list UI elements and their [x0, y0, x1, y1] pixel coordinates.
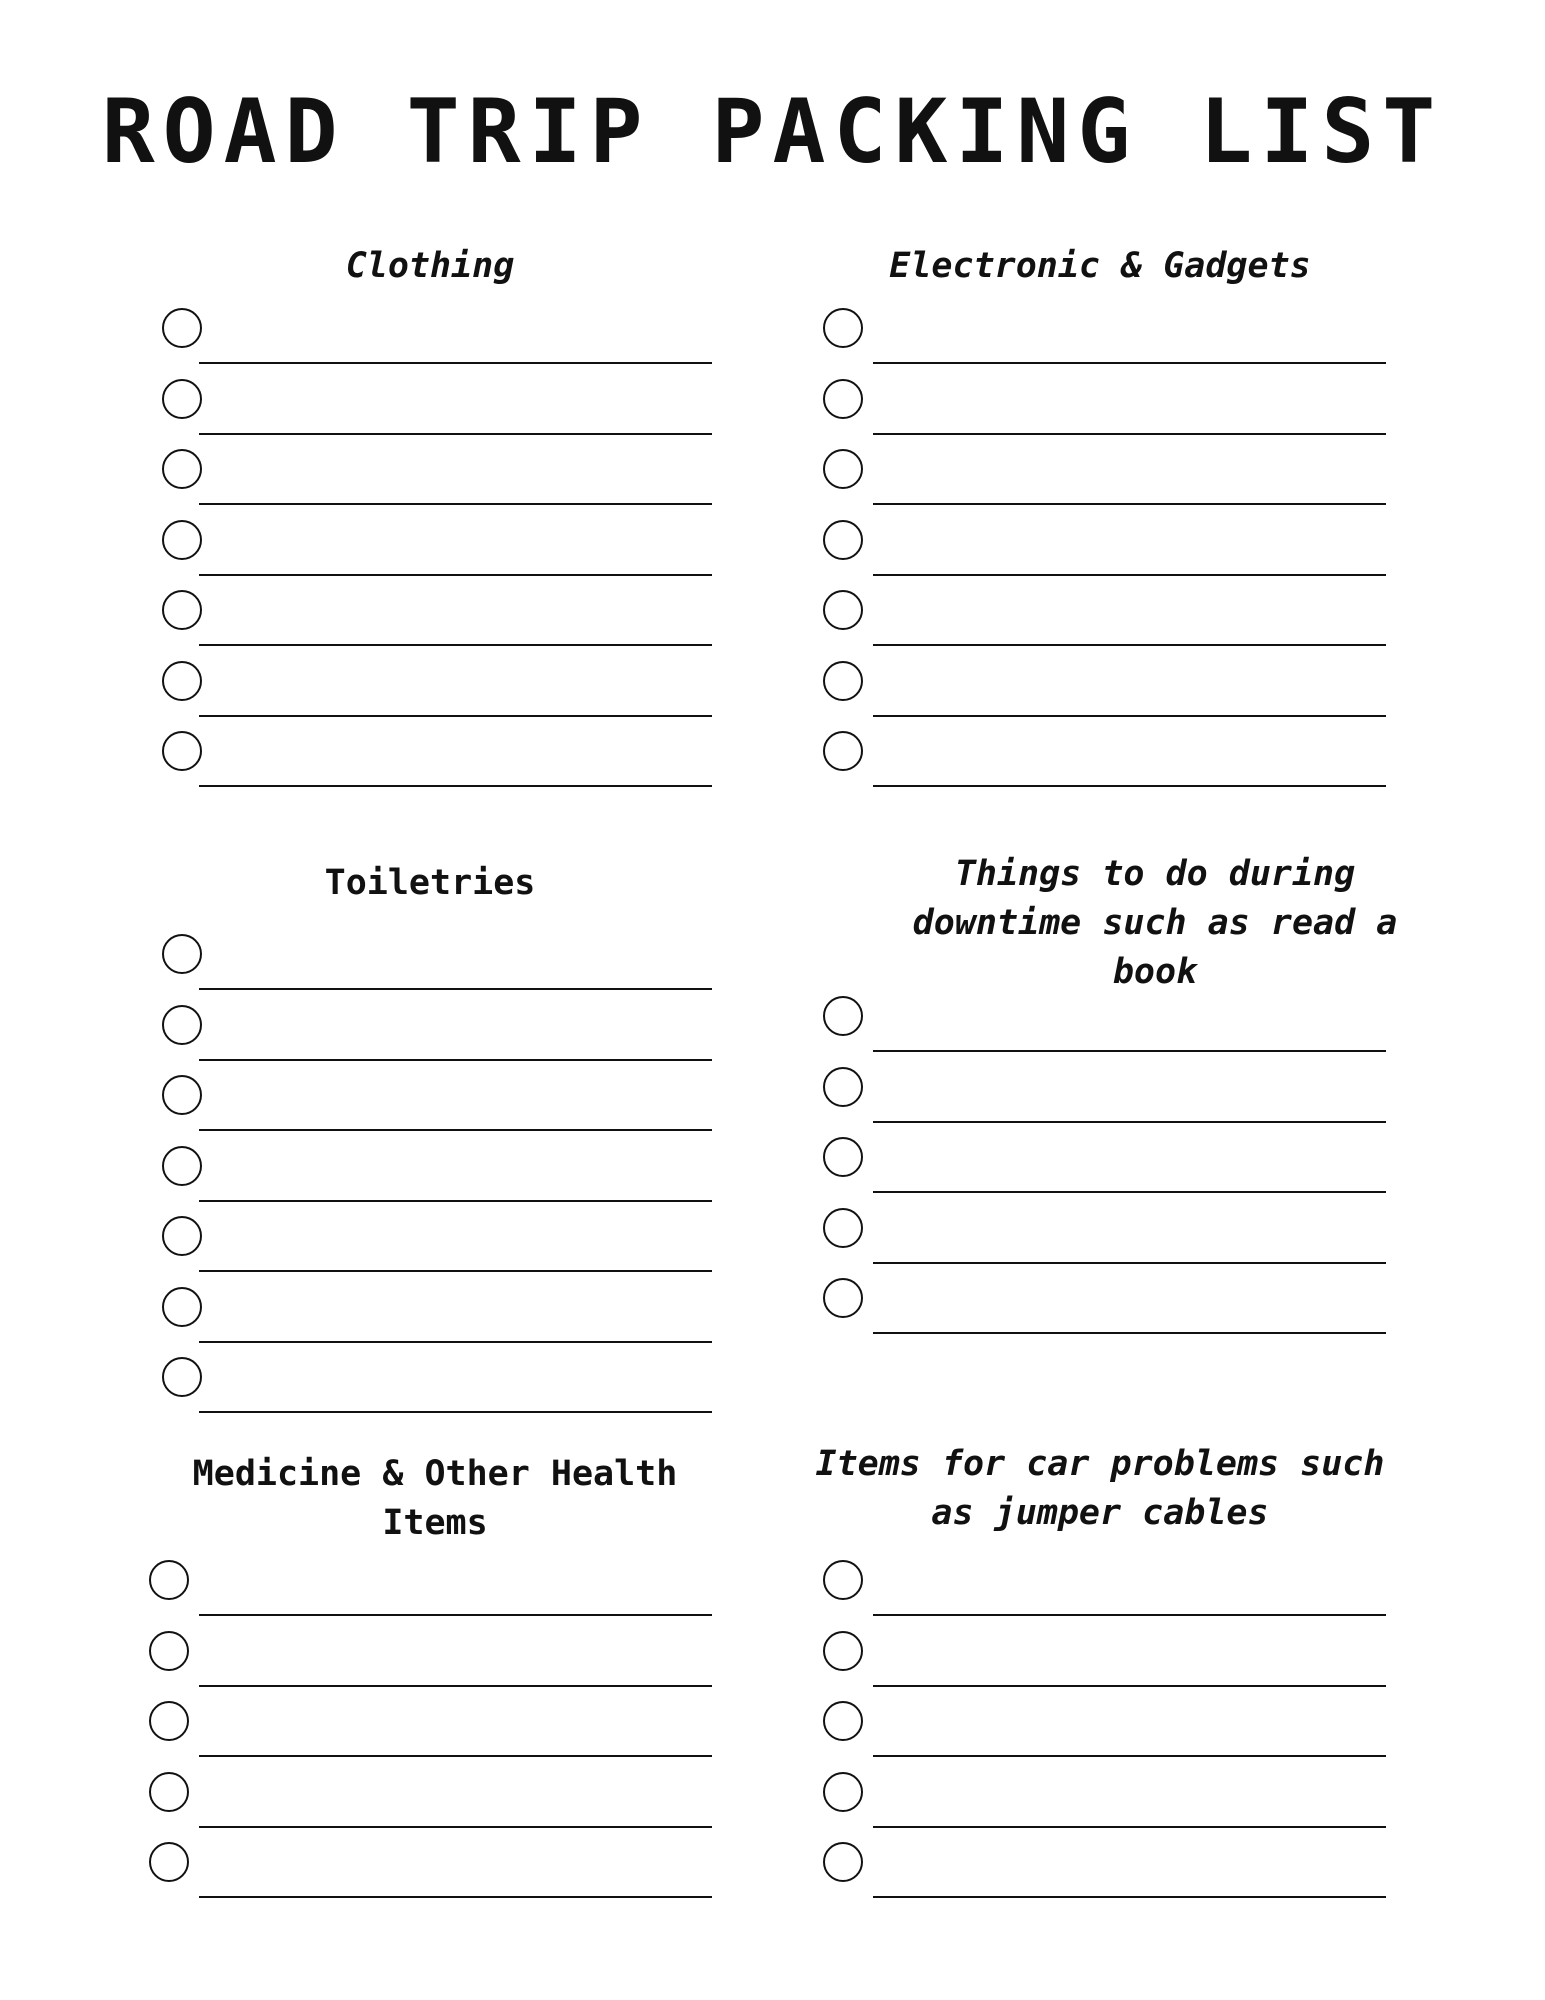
checkbox-circle-icon[interactable] [149, 1560, 189, 1600]
section-heading-medicine: Medicine & Other Health Items [192, 1454, 678, 1543]
section-heading-car-problems: Items for car problems such as jumper cables [815, 1444, 1385, 1533]
section-heading-electronics: Electronic & Gadgets [889, 246, 1311, 286]
checkbox-circle-icon[interactable] [162, 520, 202, 560]
write-in-line[interactable] [873, 785, 1386, 787]
write-in-line[interactable] [873, 574, 1386, 576]
write-in-line[interactable] [199, 644, 712, 646]
section-heading-clothing: Clothing [345, 246, 515, 286]
write-in-line[interactable] [199, 1685, 712, 1687]
write-in-line[interactable] [873, 1262, 1386, 1264]
checkbox-circle-icon[interactable] [823, 1842, 863, 1882]
write-in-line[interactable] [199, 1059, 712, 1061]
checkbox-circle-icon[interactable] [823, 379, 863, 419]
write-in-line[interactable] [873, 1685, 1386, 1687]
checkbox-circle-icon[interactable] [162, 1287, 202, 1327]
write-in-line[interactable] [873, 1614, 1386, 1616]
checkbox-circle-icon[interactable] [823, 520, 863, 560]
write-in-line[interactable] [873, 1826, 1386, 1828]
checkbox-circle-icon[interactable] [162, 934, 202, 974]
checkbox-circle-icon[interactable] [823, 1560, 863, 1600]
checkbox-circle-icon[interactable] [162, 379, 202, 419]
checkbox-circle-icon[interactable] [823, 1772, 863, 1812]
checkbox-circle-icon[interactable] [823, 1137, 863, 1177]
write-in-line[interactable] [199, 1341, 712, 1343]
checkbox-circle-icon[interactable] [162, 1005, 202, 1045]
checkbox-circle-icon[interactable] [823, 308, 863, 348]
checkbox-circle-icon[interactable] [162, 1216, 202, 1256]
checkbox-circle-icon[interactable] [823, 996, 863, 1036]
write-in-line[interactable] [873, 1896, 1386, 1898]
write-in-line[interactable] [199, 433, 712, 435]
checkbox-circle-icon[interactable] [823, 1067, 863, 1107]
write-in-line[interactable] [873, 1332, 1386, 1334]
write-in-line[interactable] [199, 1411, 712, 1413]
checkbox-circle-icon[interactable] [823, 449, 863, 489]
write-in-line[interactable] [199, 1270, 712, 1272]
write-in-line[interactable] [873, 362, 1386, 364]
write-in-line[interactable] [873, 715, 1386, 717]
page-title: ROAD TRIP PACKING LIST [101, 80, 1444, 183]
checkbox-circle-icon[interactable] [823, 1631, 863, 1671]
write-in-line[interactable] [199, 1129, 712, 1131]
checkbox-circle-icon[interactable] [149, 1701, 189, 1741]
write-in-line[interactable] [199, 1826, 712, 1828]
write-in-line[interactable] [873, 1191, 1386, 1193]
write-in-line[interactable] [873, 1755, 1386, 1757]
checkbox-circle-icon[interactable] [823, 1278, 863, 1318]
write-in-line[interactable] [199, 1755, 712, 1757]
checkbox-circle-icon[interactable] [162, 449, 202, 489]
write-in-line[interactable] [199, 1614, 712, 1616]
section-heading-toiletries: Toiletries [324, 863, 536, 903]
write-in-line[interactable] [199, 1200, 712, 1202]
write-in-line[interactable] [199, 988, 712, 990]
write-in-line[interactable] [199, 574, 712, 576]
checkbox-circle-icon[interactable] [823, 1208, 863, 1248]
write-in-line[interactable] [873, 503, 1386, 505]
checkbox-circle-icon[interactable] [162, 590, 202, 630]
write-in-line[interactable] [873, 433, 1386, 435]
checkbox-circle-icon[interactable] [162, 731, 202, 771]
section-heading-downtime: Things to do during downtime such as read a book [912, 854, 1398, 992]
checkbox-circle-icon[interactable] [149, 1631, 189, 1671]
write-in-line[interactable] [873, 1050, 1386, 1052]
checkbox-circle-icon[interactable] [823, 731, 863, 771]
checkbox-circle-icon[interactable] [149, 1842, 189, 1882]
write-in-line[interactable] [199, 362, 712, 364]
write-in-line[interactable] [873, 1121, 1386, 1123]
write-in-line[interactable] [199, 503, 712, 505]
write-in-line[interactable] [199, 785, 712, 787]
write-in-line[interactable] [873, 644, 1386, 646]
write-in-line[interactable] [199, 715, 712, 717]
checkbox-circle-icon[interactable] [162, 1146, 202, 1186]
checkbox-circle-icon[interactable] [162, 1357, 202, 1397]
checkbox-circle-icon[interactable] [823, 1701, 863, 1741]
write-in-line[interactable] [199, 1896, 712, 1898]
checkbox-circle-icon[interactable] [162, 308, 202, 348]
checkbox-circle-icon[interactable] [823, 661, 863, 701]
checkbox-circle-icon[interactable] [162, 1075, 202, 1115]
checkbox-circle-icon[interactable] [823, 590, 863, 630]
checkbox-circle-icon[interactable] [162, 661, 202, 701]
checkbox-circle-icon[interactable] [149, 1772, 189, 1812]
